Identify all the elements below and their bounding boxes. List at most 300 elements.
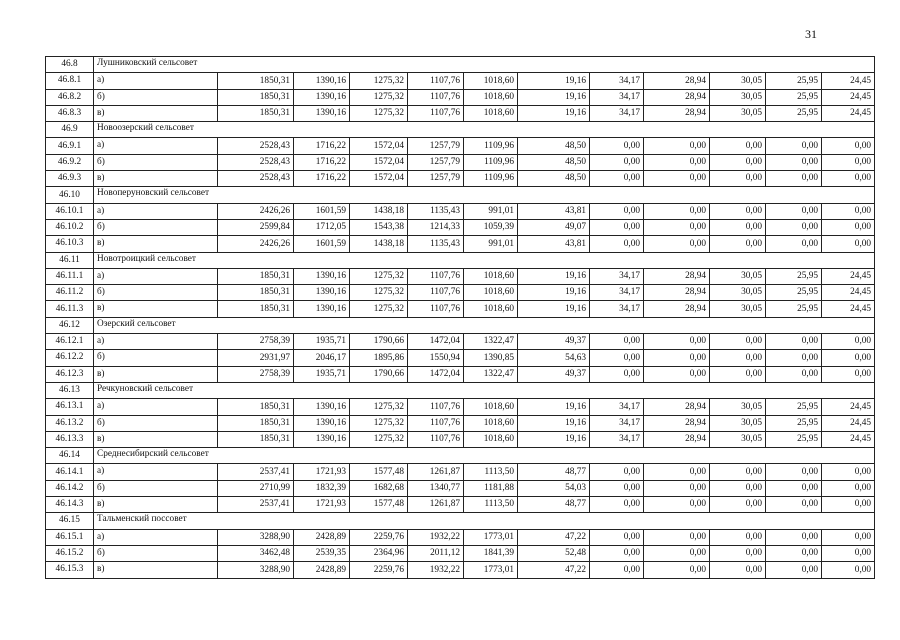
row-label: б) xyxy=(94,285,218,301)
row-label: а) xyxy=(94,203,218,219)
table-row xyxy=(46,89,875,105)
table-body xyxy=(46,57,875,579)
value-cell: 1340,77 xyxy=(408,480,464,496)
row-code: 46.8.3 xyxy=(46,105,94,121)
value-cell: 1390,16 xyxy=(294,301,350,317)
value-cell: 48,50 xyxy=(518,154,590,170)
value-cell: 0,00 xyxy=(766,203,822,219)
value-cell: 2528,43 xyxy=(218,154,294,170)
value-cell: 25,95 xyxy=(766,105,822,121)
value-cell: 34,17 xyxy=(590,105,644,121)
value-cell: 1018,60 xyxy=(464,73,518,89)
value-cell: 1257,79 xyxy=(408,171,464,187)
page-number: 31 xyxy=(805,27,817,41)
value-cell: 2046,17 xyxy=(294,350,350,366)
value-cell: 2428,89 xyxy=(294,529,350,545)
value-cell: 1107,76 xyxy=(408,105,464,121)
value-cell: 25,95 xyxy=(766,89,822,105)
row-code: 46.12.3 xyxy=(46,366,94,382)
value-cell: 991,01 xyxy=(464,236,518,252)
value-cell: 1850,31 xyxy=(218,73,294,89)
value-cell: 0,00 xyxy=(590,366,644,382)
value-cell: 34,17 xyxy=(590,73,644,89)
value-cell: 28,94 xyxy=(644,301,710,317)
row-code: 46.11.2 xyxy=(46,285,94,301)
value-cell: 0,00 xyxy=(590,138,644,154)
table-row xyxy=(46,138,875,154)
row-code: 46.10.1 xyxy=(46,203,94,219)
value-cell: 30,05 xyxy=(710,399,766,415)
value-cell: 0,00 xyxy=(822,154,875,170)
value-cell: 1682,68 xyxy=(350,480,408,496)
row-label: а) xyxy=(94,334,218,350)
table-row xyxy=(46,73,875,89)
value-cell: 1790,66 xyxy=(350,366,408,382)
value-cell: 1018,60 xyxy=(464,415,518,431)
value-cell: 1214,33 xyxy=(408,219,464,235)
value-cell: 19,16 xyxy=(518,431,590,447)
value-cell: 0,00 xyxy=(644,366,710,382)
section-name: Озерский сельсовет xyxy=(94,317,875,333)
value-cell: 43,81 xyxy=(518,203,590,219)
value-cell: 0,00 xyxy=(644,219,710,235)
value-cell: 24,45 xyxy=(822,285,875,301)
value-cell: 34,17 xyxy=(590,399,644,415)
value-cell: 25,95 xyxy=(766,415,822,431)
value-cell: 991,01 xyxy=(464,203,518,219)
value-cell: 1018,60 xyxy=(464,105,518,121)
value-cell: 1261,87 xyxy=(408,497,464,513)
table-row xyxy=(46,529,875,545)
value-cell: 1935,71 xyxy=(294,366,350,382)
value-cell: 1275,32 xyxy=(350,301,408,317)
value-cell: 30,05 xyxy=(710,89,766,105)
value-cell: 30,05 xyxy=(710,431,766,447)
value-cell: 2428,89 xyxy=(294,562,350,578)
value-cell: 30,05 xyxy=(710,285,766,301)
value-cell: 1018,60 xyxy=(464,268,518,284)
value-cell: 0,00 xyxy=(822,529,875,545)
table-row xyxy=(46,545,875,561)
row-label: б) xyxy=(94,545,218,561)
value-cell: 1895,86 xyxy=(350,350,408,366)
value-cell: 1109,96 xyxy=(464,154,518,170)
row-code: 46.15.2 xyxy=(46,545,94,561)
value-cell: 19,16 xyxy=(518,89,590,105)
value-cell: 0,00 xyxy=(644,464,710,480)
value-cell: 1390,85 xyxy=(464,350,518,366)
row-code: 46.8.1 xyxy=(46,73,94,89)
value-cell: 1018,60 xyxy=(464,89,518,105)
value-cell: 0,00 xyxy=(766,497,822,513)
value-cell: 0,00 xyxy=(710,545,766,561)
value-cell: 19,16 xyxy=(518,399,590,415)
value-cell: 2011,12 xyxy=(408,545,464,561)
value-cell: 19,16 xyxy=(518,268,590,284)
row-code: 46.9.2 xyxy=(46,154,94,170)
section-code: 46.12 xyxy=(46,317,94,333)
value-cell: 48,50 xyxy=(518,138,590,154)
value-cell: 1850,31 xyxy=(218,89,294,105)
row-label: в) xyxy=(94,431,218,447)
value-cell: 2426,26 xyxy=(218,203,294,219)
section-name: Новоперуновский сельсовет xyxy=(94,187,875,203)
value-cell: 0,00 xyxy=(822,464,875,480)
row-code: 46.11.1 xyxy=(46,268,94,284)
value-cell: 1390,16 xyxy=(294,285,350,301)
value-cell: 1572,04 xyxy=(350,154,408,170)
value-cell: 34,17 xyxy=(590,89,644,105)
section-code: 46.13 xyxy=(46,382,94,398)
value-cell: 0,00 xyxy=(644,334,710,350)
row-label: а) xyxy=(94,399,218,415)
value-cell: 1018,60 xyxy=(464,301,518,317)
value-cell: 0,00 xyxy=(590,219,644,235)
value-cell: 30,05 xyxy=(710,415,766,431)
value-cell: 1390,16 xyxy=(294,415,350,431)
value-cell: 0,00 xyxy=(710,203,766,219)
value-cell: 49,37 xyxy=(518,366,590,382)
value-cell: 1832,39 xyxy=(294,480,350,496)
section-code: 46.14 xyxy=(46,448,94,464)
section-header-row xyxy=(46,382,875,398)
value-cell: 54,03 xyxy=(518,480,590,496)
row-code: 46.10.3 xyxy=(46,236,94,252)
value-cell: 1550,94 xyxy=(408,350,464,366)
value-cell: 1275,32 xyxy=(350,105,408,121)
value-cell: 24,45 xyxy=(822,301,875,317)
value-cell: 28,94 xyxy=(644,73,710,89)
value-cell: 0,00 xyxy=(710,464,766,480)
row-label: а) xyxy=(94,464,218,480)
value-cell: 1107,76 xyxy=(408,268,464,284)
value-cell: 1438,18 xyxy=(350,236,408,252)
value-cell: 2259,76 xyxy=(350,529,408,545)
value-cell: 2710,99 xyxy=(218,480,294,496)
value-cell: 24,45 xyxy=(822,268,875,284)
section-header-row xyxy=(46,252,875,268)
value-cell: 0,00 xyxy=(710,366,766,382)
value-cell: 25,95 xyxy=(766,431,822,447)
value-cell: 0,00 xyxy=(766,236,822,252)
row-code: 46.15.3 xyxy=(46,562,94,578)
section-code: 46.8 xyxy=(46,57,94,73)
value-cell: 19,16 xyxy=(518,301,590,317)
row-code: 46.9.3 xyxy=(46,171,94,187)
value-cell: 1107,76 xyxy=(408,301,464,317)
value-cell: 0,00 xyxy=(644,480,710,496)
value-cell: 34,17 xyxy=(590,268,644,284)
value-cell: 1716,22 xyxy=(294,171,350,187)
row-label: а) xyxy=(94,529,218,545)
value-cell: 0,00 xyxy=(710,219,766,235)
section-header-row xyxy=(46,448,875,464)
value-cell: 0,00 xyxy=(590,154,644,170)
value-cell: 25,95 xyxy=(766,73,822,89)
table-row xyxy=(46,399,875,415)
value-cell: 0,00 xyxy=(710,529,766,545)
value-cell: 19,16 xyxy=(518,73,590,89)
row-label: б) xyxy=(94,350,218,366)
value-cell: 34,17 xyxy=(590,301,644,317)
value-cell: 1018,60 xyxy=(464,285,518,301)
value-cell: 30,05 xyxy=(710,73,766,89)
value-cell: 0,00 xyxy=(822,138,875,154)
table-row xyxy=(46,366,875,382)
table-row xyxy=(46,464,875,480)
value-cell: 2758,39 xyxy=(218,366,294,382)
value-cell: 1850,31 xyxy=(218,105,294,121)
row-label: б) xyxy=(94,415,218,431)
row-label: б) xyxy=(94,154,218,170)
value-cell: 30,05 xyxy=(710,301,766,317)
value-cell: 48,50 xyxy=(518,171,590,187)
value-cell: 1472,04 xyxy=(408,334,464,350)
section-header-row xyxy=(46,57,875,73)
value-cell: 1275,32 xyxy=(350,73,408,89)
value-cell: 1275,32 xyxy=(350,89,408,105)
value-cell: 0,00 xyxy=(822,497,875,513)
value-cell: 1109,96 xyxy=(464,138,518,154)
row-label: б) xyxy=(94,480,218,496)
value-cell: 0,00 xyxy=(710,480,766,496)
value-cell: 0,00 xyxy=(644,203,710,219)
section-name: Тальменский поссовет xyxy=(94,513,875,529)
value-cell: 0,00 xyxy=(644,171,710,187)
value-cell: 0,00 xyxy=(822,203,875,219)
value-cell: 3462,48 xyxy=(218,545,294,561)
value-cell: 1390,16 xyxy=(294,399,350,415)
row-label: б) xyxy=(94,219,218,235)
row-label: а) xyxy=(94,73,218,89)
value-cell: 19,16 xyxy=(518,105,590,121)
value-cell: 1257,79 xyxy=(408,138,464,154)
value-cell: 1107,76 xyxy=(408,73,464,89)
row-label: б) xyxy=(94,89,218,105)
table-row xyxy=(46,105,875,121)
section-header-row xyxy=(46,513,875,529)
value-cell: 2537,41 xyxy=(218,464,294,480)
value-cell: 1109,96 xyxy=(464,171,518,187)
value-cell: 0,00 xyxy=(822,480,875,496)
value-cell: 2528,43 xyxy=(218,138,294,154)
value-cell: 0,00 xyxy=(590,203,644,219)
value-cell: 1577,48 xyxy=(350,497,408,513)
value-cell: 19,16 xyxy=(518,285,590,301)
value-cell: 0,00 xyxy=(766,366,822,382)
table-row xyxy=(46,350,875,366)
value-cell: 24,45 xyxy=(822,105,875,121)
value-cell: 0,00 xyxy=(822,545,875,561)
value-cell: 0,00 xyxy=(822,366,875,382)
value-cell: 28,94 xyxy=(644,431,710,447)
value-cell: 1790,66 xyxy=(350,334,408,350)
table-row xyxy=(46,415,875,431)
value-cell: 0,00 xyxy=(590,236,644,252)
section-name: Речкуновский сельсовет xyxy=(94,382,875,398)
value-cell: 0,00 xyxy=(590,464,644,480)
value-cell: 25,95 xyxy=(766,285,822,301)
value-cell: 1601,59 xyxy=(294,236,350,252)
value-cell: 0,00 xyxy=(766,545,822,561)
value-cell: 1472,04 xyxy=(408,366,464,382)
value-cell: 1135,43 xyxy=(408,236,464,252)
value-cell: 48,77 xyxy=(518,497,590,513)
value-cell: 1935,71 xyxy=(294,334,350,350)
row-label: в) xyxy=(94,497,218,513)
row-code: 46.14.1 xyxy=(46,464,94,480)
value-cell: 52,48 xyxy=(518,545,590,561)
value-cell: 0,00 xyxy=(644,545,710,561)
value-cell: 2599,84 xyxy=(218,219,294,235)
value-cell: 1390,16 xyxy=(294,268,350,284)
value-cell: 2537,41 xyxy=(218,497,294,513)
table-row xyxy=(46,236,875,252)
value-cell: 2259,76 xyxy=(350,562,408,578)
value-cell: 1390,16 xyxy=(294,89,350,105)
section-code: 46.9 xyxy=(46,122,94,138)
value-cell: 24,45 xyxy=(822,431,875,447)
section-name: Новотроицкий сельсовет xyxy=(94,252,875,268)
section-name: Лушниковский сельсовет xyxy=(94,57,875,73)
value-cell: 0,00 xyxy=(644,236,710,252)
value-cell: 1572,04 xyxy=(350,138,408,154)
value-cell: 0,00 xyxy=(822,219,875,235)
row-code: 46.8.2 xyxy=(46,89,94,105)
row-code: 46.15.1 xyxy=(46,529,94,545)
value-cell: 1850,31 xyxy=(218,285,294,301)
value-cell: 0,00 xyxy=(710,236,766,252)
value-cell: 1390,16 xyxy=(294,73,350,89)
value-cell: 0,00 xyxy=(822,236,875,252)
value-cell: 43,81 xyxy=(518,236,590,252)
row-label: в) xyxy=(94,301,218,317)
value-cell: 24,45 xyxy=(822,89,875,105)
value-cell: 1850,31 xyxy=(218,415,294,431)
value-cell: 1932,22 xyxy=(408,529,464,545)
row-label: в) xyxy=(94,236,218,252)
value-cell: 0,00 xyxy=(710,334,766,350)
value-cell: 1275,32 xyxy=(350,268,408,284)
value-cell: 1322,47 xyxy=(464,334,518,350)
value-cell: 0,00 xyxy=(766,334,822,350)
value-cell: 0,00 xyxy=(766,529,822,545)
row-code: 46.13.1 xyxy=(46,399,94,415)
value-cell: 2539,35 xyxy=(294,545,350,561)
table-row xyxy=(46,154,875,170)
value-cell: 0,00 xyxy=(766,464,822,480)
value-cell: 0,00 xyxy=(590,497,644,513)
value-cell: 0,00 xyxy=(822,350,875,366)
value-cell: 0,00 xyxy=(822,334,875,350)
table-row xyxy=(46,334,875,350)
value-cell: 0,00 xyxy=(590,350,644,366)
row-label: в) xyxy=(94,562,218,578)
section-name: Среднесибирский сельсовет xyxy=(94,448,875,464)
value-cell: 0,00 xyxy=(590,529,644,545)
value-cell: 1107,76 xyxy=(408,399,464,415)
value-cell: 1107,76 xyxy=(408,89,464,105)
value-cell: 0,00 xyxy=(590,334,644,350)
value-cell: 28,94 xyxy=(644,268,710,284)
value-cell: 0,00 xyxy=(710,154,766,170)
value-cell: 1275,32 xyxy=(350,415,408,431)
value-cell: 2528,43 xyxy=(218,171,294,187)
value-cell: 30,05 xyxy=(710,268,766,284)
value-cell: 1721,93 xyxy=(294,497,350,513)
value-cell: 1850,31 xyxy=(218,301,294,317)
value-cell: 2364,96 xyxy=(350,545,408,561)
value-cell: 24,45 xyxy=(822,399,875,415)
table-row xyxy=(46,480,875,496)
value-cell: 1850,31 xyxy=(218,431,294,447)
value-cell: 1275,32 xyxy=(350,399,408,415)
value-cell: 1059,39 xyxy=(464,219,518,235)
table-row xyxy=(46,268,875,284)
value-cell: 34,17 xyxy=(590,431,644,447)
row-code: 46.9.1 xyxy=(46,138,94,154)
value-cell: 1850,31 xyxy=(218,399,294,415)
value-cell: 1577,48 xyxy=(350,464,408,480)
value-cell: 1107,76 xyxy=(408,415,464,431)
row-code: 46.12.1 xyxy=(46,334,94,350)
value-cell: 1716,22 xyxy=(294,154,350,170)
value-cell: 1390,16 xyxy=(294,105,350,121)
row-label: в) xyxy=(94,171,218,187)
table-row xyxy=(46,203,875,219)
value-cell: 1261,87 xyxy=(408,464,464,480)
value-cell: 48,77 xyxy=(518,464,590,480)
value-cell: 0,00 xyxy=(766,562,822,578)
value-cell: 0,00 xyxy=(766,154,822,170)
value-cell: 47,22 xyxy=(518,562,590,578)
value-cell: 28,94 xyxy=(644,399,710,415)
value-cell: 0,00 xyxy=(590,171,644,187)
value-cell: 28,94 xyxy=(644,415,710,431)
section-code: 46.11 xyxy=(46,252,94,268)
value-cell: 1257,79 xyxy=(408,154,464,170)
value-cell: 1773,01 xyxy=(464,529,518,545)
row-code: 46.13.3 xyxy=(46,431,94,447)
value-cell: 28,94 xyxy=(644,105,710,121)
value-cell: 1390,16 xyxy=(294,431,350,447)
section-code: 46.10 xyxy=(46,187,94,203)
value-cell: 0,00 xyxy=(644,529,710,545)
section-code: 46.15 xyxy=(46,513,94,529)
value-cell: 25,95 xyxy=(766,399,822,415)
value-cell: 2931,97 xyxy=(218,350,294,366)
value-cell: 28,94 xyxy=(644,285,710,301)
row-label: в) xyxy=(94,105,218,121)
value-cell: 0,00 xyxy=(710,138,766,154)
table-row xyxy=(46,497,875,513)
value-cell: 1018,60 xyxy=(464,431,518,447)
value-cell: 0,00 xyxy=(710,171,766,187)
value-cell: 0,00 xyxy=(644,562,710,578)
tariff-table xyxy=(45,56,875,579)
value-cell: 28,94 xyxy=(644,89,710,105)
row-code: 46.13.2 xyxy=(46,415,94,431)
value-cell: 49,37 xyxy=(518,334,590,350)
value-cell: 3288,90 xyxy=(218,562,294,578)
value-cell: 1850,31 xyxy=(218,268,294,284)
value-cell: 24,45 xyxy=(822,73,875,89)
value-cell: 34,17 xyxy=(590,415,644,431)
value-cell: 0,00 xyxy=(590,480,644,496)
section-header-row xyxy=(46,187,875,203)
value-cell: 0,00 xyxy=(590,545,644,561)
value-cell: 1721,93 xyxy=(294,464,350,480)
